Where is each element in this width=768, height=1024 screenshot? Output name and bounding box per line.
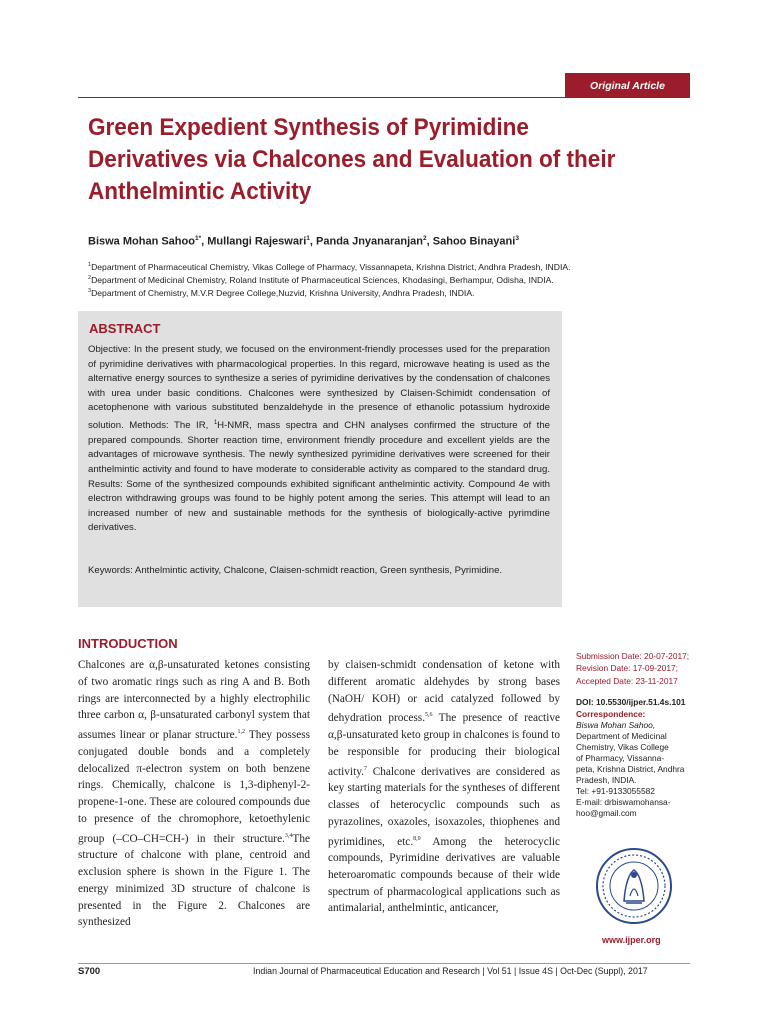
author-sup: 1* (194, 235, 202, 242)
author-sup: 1 (306, 235, 310, 242)
citation: 1,2 (237, 729, 246, 736)
author-sup: 2 (423, 235, 427, 242)
citation: 5,6 (425, 712, 433, 719)
affiliation-text: Department of Chemistry, M.V.R Degree College,Nuzvid, Krishna University, Andhra Pradesh, INDIA. (91, 288, 475, 298)
body-text: Among the heterocyclic compounds, Pyrimidine derivatives are valuable heteroaromatic compounds because of their wide spectrum of pharmacological applications such as antimalarial, anthelmintic, anticancer, (328, 835, 560, 915)
author-separator: , (309, 235, 317, 248)
abstract-text (88, 343, 550, 536)
author-separator: , (201, 235, 208, 248)
body-text: by claisen-schmidt condensation of ketone with different aromatic aldehydes by strong bases (NaOH/ KOH) or acid catalyzed followed by dehydration process. (328, 659, 560, 725)
association-seal-icon (594, 846, 674, 926)
author-separator: , (426, 235, 433, 248)
affiliation-3 (88, 288, 474, 298)
journal-citation: Indian Journal of Pharmaceutical Education and Research | Vol 51 | Issue 4S | Oct-Dec (Suppl), 2017 (253, 966, 648, 976)
introduction-heading: INTRODUCTION (78, 636, 178, 651)
keywords: Keywords: Anthelmintic activity, Chalcone, Claisen-schmidt reaction, Green synthesis, Pyrimidine. (88, 565, 503, 576)
journal-website: www.ijper.org (602, 935, 661, 945)
author-sup: 3 (515, 235, 519, 242)
abstract-text-part: Objective: In the present study, we focused on the environment-friendly processes used for the preparation of pyrimidine derivatives with pharmacological properties. In this regard, microwave heating is used as the alternative energy sources to synthesize a series of pyrimidine derivatives by the condensation of chalcones with urea under basic conditions. Chalcones were synthesized by Claisen-Schimidt condensation of acetophenone with various substituted benzaldehyde in the presence of ethanolic potassium hydroxide solution. Methods: The IR, (88, 344, 550, 432)
author-name: Panda Jnyanaranjan (316, 235, 424, 248)
affiliation-sup: 2 (88, 275, 92, 282)
body-column-right (328, 657, 560, 917)
affiliation-text: Department of Medicinal Chemistry, Roland Institute of Pharmaceutical Sciences, Khodasingi, Berhampur, Odisha, INDIA. (91, 275, 554, 285)
submission-date: Submission Date: 20-07-2017; (576, 651, 690, 661)
body-text: The presence of reactive α,β-unsaturated keto group in chalcones is found to be responsible for producing their biological activity. (328, 712, 560, 778)
citation: 7 (363, 765, 367, 772)
correspondence-line: Department of Medicinal (576, 731, 667, 741)
revision-date: Revision Date: 17-09-2017; (576, 663, 678, 673)
author-name: Biswa Mohan Sahoo (88, 235, 195, 248)
author-name: Sahoo Binayani (432, 235, 516, 248)
author-name: Mullangi Rajeswari (207, 235, 307, 248)
affiliation-1 (88, 262, 570, 272)
abstract-heading: ABSTRACT (89, 321, 161, 336)
citation: 8,9 (413, 835, 421, 842)
correspondence-label: Correspondence: (576, 709, 646, 719)
body-text: The structure of chalcone with plane, centroid and exclusion sphere is shown in the Figure 1. The energy minimized 3D structure of chalcone is presented in the Figure 2. Chalcones are synthesized (78, 832, 310, 929)
nmr-superscript: 1 (213, 419, 218, 426)
accepted-date: Accepted Date: 23-11-2017 (576, 676, 678, 686)
footer-rule (78, 963, 690, 964)
affiliation-text: Department of Pharmaceutical Chemistry, Vikas College of Pharmacy, Vissannapeta, Krishna District, Andhra Pradesh, INDIA. (91, 262, 571, 272)
correspondence-line: Tel: +91-9133055582 (576, 786, 655, 796)
affiliation-sup: 3 (88, 288, 92, 295)
body-text: They possess conjugated double bonds and a completely delocalized π-electron system on both benzene rings. Chemically, chalcone is 1,3-diphenyl-2-propene-1-one. These are coloured compounds due to presence of the chromophore, ketoethylenic group (–CO–CH=CH-) in their structure. (78, 728, 310, 845)
affiliation-sup: 1 (88, 262, 92, 269)
citation: 3,4 (284, 832, 293, 839)
body-column-left (78, 657, 310, 931)
correspondence-line: E-mail: drbiswamohansa- (576, 797, 671, 807)
affiliation-2 (88, 275, 554, 285)
body-text: Chalcones are α,β-unsaturated ketones consisting of two aromatic rings such as ring A and B. Both rings are interconnected by a highly electrophilic three carbon α, β-unsaturated carbonyl system that assumes linear or planar structure. (78, 659, 310, 741)
article-type-badge: Original Article (565, 73, 690, 98)
page-number: S700 (78, 966, 101, 977)
article-title: Green Expedient Synthesis of Pyrimidine Derivatives via Chalcones and Evaluation of their Anthelmintic Activity (88, 114, 616, 205)
correspondence-line: peta, Krishna District, Andhra (576, 764, 685, 774)
author-list (88, 235, 519, 248)
body-text: Chalcone derivatives are considered as key starting materials for the syntheses of different classes of heterocyclic compounds such as pyrazolines, oxazoles, isoxazoles, thiophenes and pyrimidines, etc. (328, 765, 560, 848)
correspondence-name: Biswa Mohan Sahoo, (576, 720, 656, 730)
abstract-text-part: H-NMR, mass spectra and CHN analyses confirmed the structure of the prepared compounds. Shorter reaction time, environment friendly procedure and excellent yields are the advantages of microwave synthesis. The newly synthesized pyrimidine derivatives were screened for their anthelmintic activity and found to have moderate to considerable activity as compared to the standard drug. Results: Some of the synthesized compounds exhibited significant anthelmintic activity. Compound 4e with electron withdrawing groups was found to be highly potent among the series. This attempt will lead to an increased number of new and sustainable methods for the synthesis of biologically-active pyrimdine derivatives. (88, 420, 550, 534)
correspondence-line: Chemistry, Vikas College (576, 742, 669, 752)
correspondence-line: of Pharmacy, Vissanna- (576, 753, 665, 763)
correspondence-line: hoo@gmail.com (576, 808, 637, 818)
correspondence-line: Pradesh, INDIA. (576, 775, 637, 785)
header-rule (78, 97, 690, 98)
doi: DOI: 10.5530/ijper.51.4s.101 (576, 697, 686, 707)
